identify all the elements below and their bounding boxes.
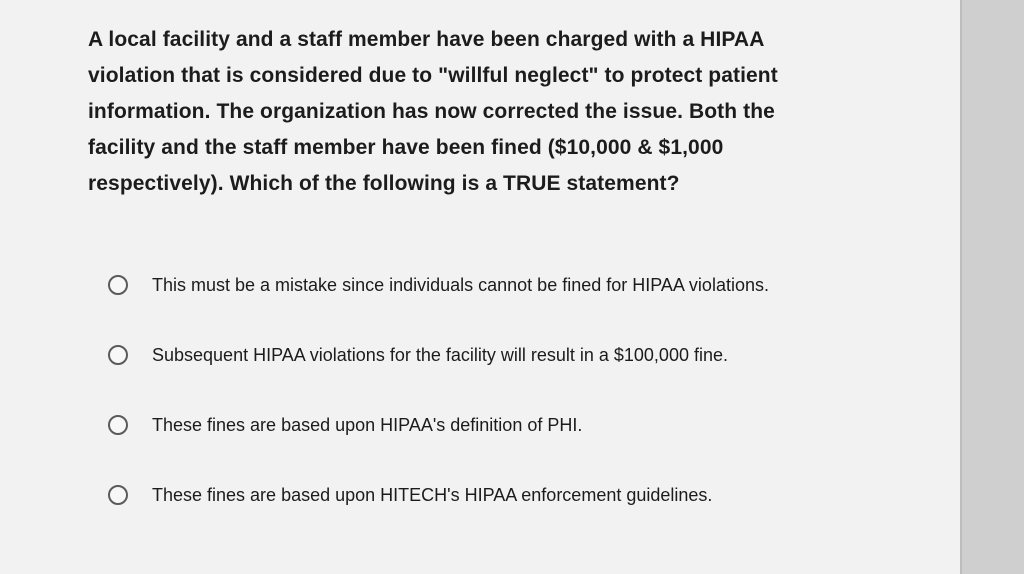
radio-button[interactable] (108, 345, 128, 365)
option-label: This must be a mistake since individuals cannot be fined for HIPAA violations. (152, 274, 769, 295)
screen-edge (962, 0, 1024, 574)
radio-button[interactable] (108, 275, 128, 295)
answer-option-4[interactable] (108, 460, 888, 530)
question-text: A local facility and a staff member have been charged with a HIPAA violation that is considered due to "willful neglect" to protect patient information. The organization has now corrected the issue. Both the facility and the staff member have been fined ($10,000 & $1,000 respectively). Which of the following is a TRUE statement? (88, 28, 778, 195)
radio-button[interactable] (108, 415, 128, 435)
answer-option-1[interactable] (108, 250, 888, 320)
answer-option-2[interactable] (108, 320, 888, 390)
answer-option-3[interactable] (108, 390, 888, 460)
radio-button[interactable] (108, 485, 128, 505)
option-label: Subsequent HIPAA violations for the facility will result in a $100,000 fine. (152, 344, 728, 365)
option-label: These fines are based upon HIPAA's definition of PHI. (152, 414, 583, 435)
option-label: These fines are based upon HITECH's HIPAA enforcement guidelines. (152, 484, 713, 505)
answer-options (108, 250, 888, 530)
